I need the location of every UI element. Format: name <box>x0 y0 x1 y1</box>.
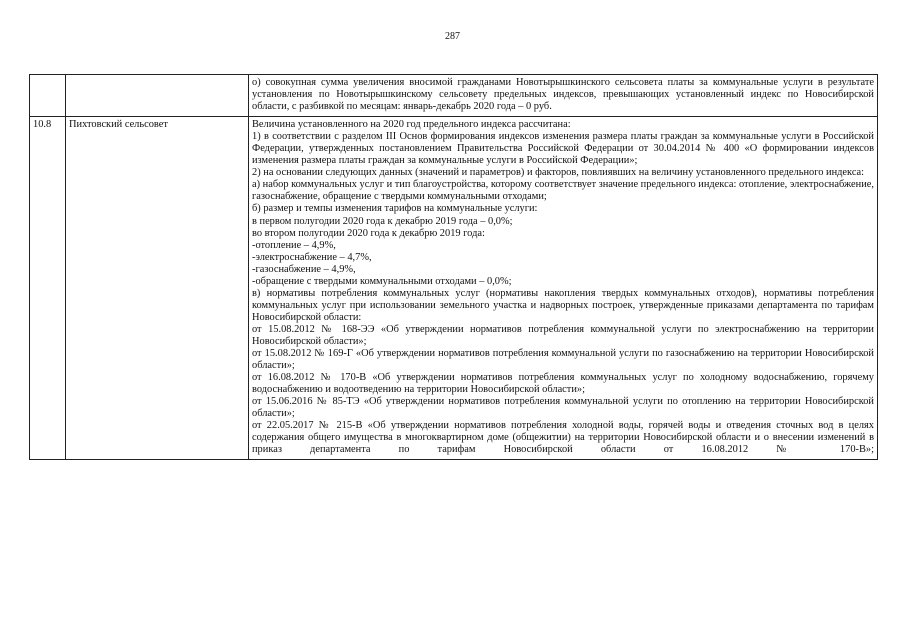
paragraph: -обращение с твердыми коммунальными отходами – 0,0%; <box>252 275 512 287</box>
paragraph: во втором полугодии 2020 года к декабрю 2019 года: <box>252 227 485 239</box>
paragraph: а) набор коммунальных услуг и тип благоустройства, которому соответствует значение предельного индекса: отопление, электроснабжение, газоснабжение, обращение с твердыми коммунальными отходами; <box>252 179 874 203</box>
paragraph: 2) на основании следующих данных (значений и параметров) и факторов, повлиявших на величину установленного предельного индекса: <box>252 167 865 179</box>
paragraph: -отопление – 4,9%, <box>252 239 336 251</box>
tariff-index-table <box>29 74 878 460</box>
index-description-cell <box>249 117 878 460</box>
paragraph: в первом полугодии 2020 года к декабрю 2019 года – 0,0%; <box>252 215 513 227</box>
municipality-name-cell <box>66 75 249 117</box>
paragraph: от 22.05.2017 № 215-В «Об утверждении нормативов потребления холодной воды, горячей воды и отведения сточных вод в целях содержания общего имущества в многоквартирном доме (общежитии) на территории Новосибирской области и о внесении изменений в приказ департамента по тарифам Новосибирской области от 16.08.2012 № 170-В»; <box>252 420 874 456</box>
municipality-name-cell: Пихтовский сельсовет <box>66 117 249 460</box>
paragraph: от 16.08.2012 № 170-В «Об утверждении нормативов потребления коммунальных услуг по холодному водоснабжению, горячему водоснабжению и водоотведению на территории Новосибирской области»; <box>252 372 874 396</box>
paragraph: в) нормативы потребления коммунальных услуг (нормативы накопления твердых коммунальных отходов), нормативы потребления коммунальных услуг при использовании земельного участка и надворных построек, утвержденные приказами департамента по тарифам Новосибирской области: <box>252 287 874 323</box>
row-number-cell: 10.8 <box>30 117 66 460</box>
paragraph: -газоснабжение – 4,9%, <box>252 263 356 275</box>
page-number: 287 <box>445 31 460 42</box>
paragraph: Величина установленного на 2020 год предельного индекса рассчитана: <box>252 119 571 131</box>
paragraph: от 15.06.2016 № 85-ТЭ «Об утверждении нормативов потребления коммунальной услуги по отоплению на территории Новосибирской области»; <box>252 396 874 420</box>
row-number-cell <box>30 75 66 117</box>
paragraph: от 15.08.2012 № 168-ЭЭ «Об утверждении нормативов потребления коммунальной услуги по электроснабжению на территории Новосибирской области»; <box>252 323 874 347</box>
table-row <box>30 117 878 460</box>
paragraph: -электроснабжение – 4,7%, <box>252 251 372 263</box>
index-description-cell <box>249 75 878 117</box>
table-row <box>30 75 878 117</box>
paragraph: б) размер и темпы изменения тарифов на коммунальные услуги: <box>252 203 538 215</box>
paragraph: от 15.08.2012 № 169-Г «Об утверждении нормативов потребления коммунальной услуги по газоснабжению на территории Новосибирской области»; <box>252 348 874 372</box>
paragraph: о) совокупная сумма увеличения вносимой гражданами Новотырышкинского сельсовета платы за коммунальные услуги в результате установления по Новотырышкинскому сельсовету предельных индексов, превышающих установленный индекс по Новосибирской области, с разбивкой по месяцам: январь-декабрь 2020 года – 0 руб. <box>252 77 874 113</box>
paragraph: 1) в соответствии с разделом III Основ формирования индексов изменения размера платы граждан за коммунальные услуги в Российской Федерации, утвержденных постановлением Правительства Российской Федерации от 30.04.2014 № 400 «О формировании индексов изменения размера платы граждан за коммунальные услуги в Российской Федерации»; <box>252 131 874 167</box>
